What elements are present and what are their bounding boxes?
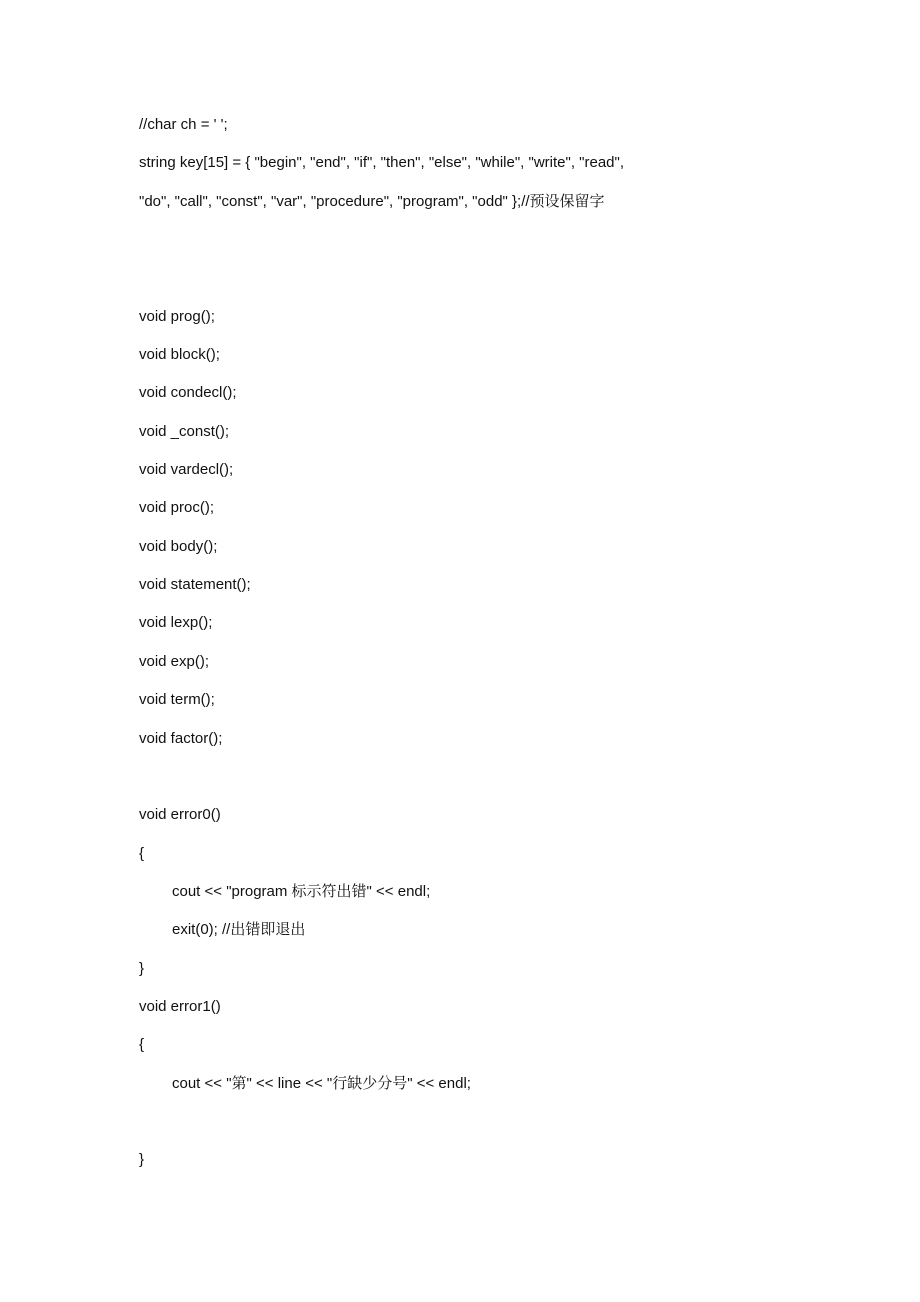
blank-line	[139, 264, 859, 302]
code-line: void block();	[139, 346, 220, 364]
code-line: void vardecl();	[139, 461, 234, 479]
blank-line	[139, 226, 859, 264]
code-line: void error1()	[139, 997, 221, 1015]
code-line: void error0()	[139, 806, 221, 824]
code-line: //char ch = ' ';	[139, 116, 228, 133]
code-line: {	[139, 1036, 145, 1054]
code-line: void exp();	[139, 652, 210, 670]
code-line: void prog();	[139, 307, 215, 325]
blank-line	[139, 763, 859, 801]
code-line: }	[139, 1151, 145, 1169]
code-line: void _const();	[139, 422, 230, 440]
code-line: {	[139, 844, 145, 862]
code-line: cout << "program 标示符出错" << endl;	[172, 882, 431, 900]
code-line: void proc();	[139, 499, 215, 517]
blank-line	[139, 1108, 859, 1146]
code-line: "do", "call", "const", "var", "procedure", "program", "odd" };//预设保留字	[139, 192, 605, 210]
code-line: void statement();	[139, 576, 251, 594]
code-line: }	[139, 959, 145, 977]
code-line: void condecl();	[139, 384, 237, 402]
code-line: cout << "第" << line << "行缺少分号" << endl;	[172, 1074, 471, 1092]
code-line: void lexp();	[139, 614, 213, 632]
code-line: exit(0); //出错即退出	[172, 921, 306, 939]
code-line: void term();	[139, 691, 215, 709]
code-line: void factor();	[139, 729, 223, 747]
code-listing	[139, 111, 859, 1185]
code-line: string key[15] = { "begin", "end", "if", "then", "else", "while", "write", "read",	[139, 154, 625, 172]
code-line: void body();	[139, 537, 218, 555]
